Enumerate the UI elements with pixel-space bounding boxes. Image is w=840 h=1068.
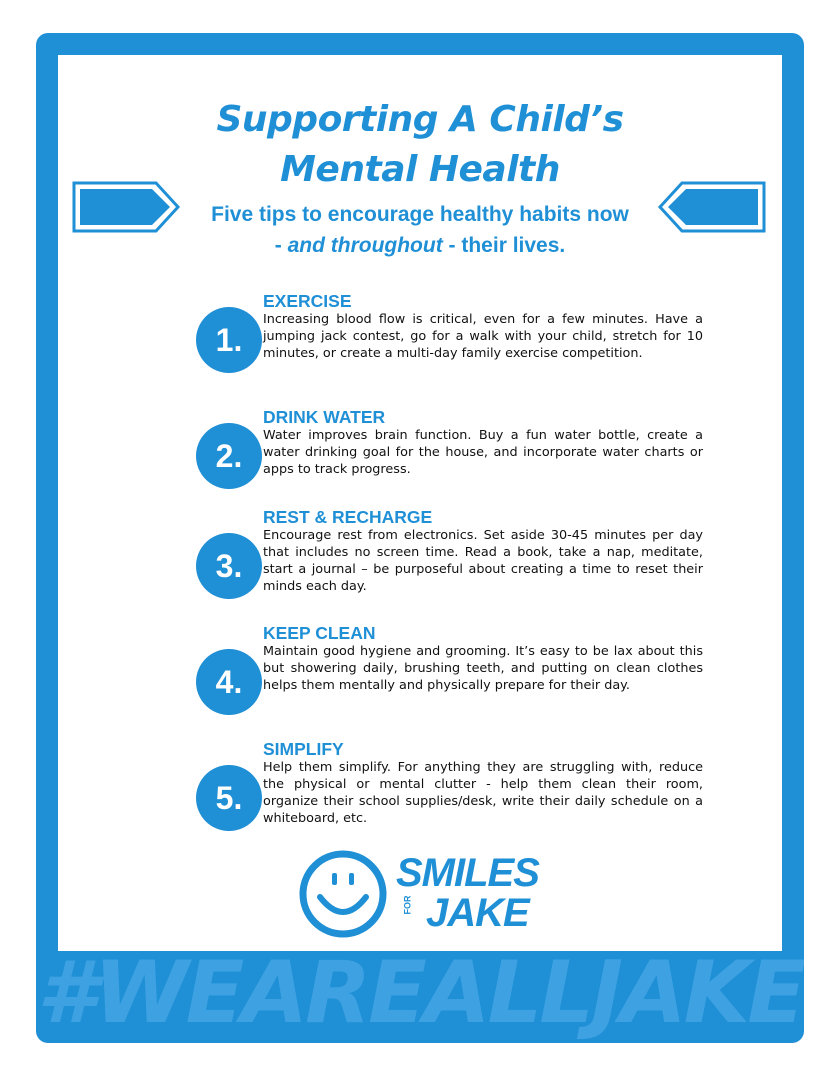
content-panel [58,55,782,951]
title-line-1: Supporting A Child’s [216,99,624,140]
title-line-2: Mental Health [280,149,560,190]
subtitle-part-2: - their lives. [442,234,566,257]
tip-heading: EXERCISE [263,291,352,311]
tip-heading: DRINK WATER [263,407,386,427]
logo-for: FOR [402,895,413,915]
tip-number-badge: 2. [196,423,262,489]
logo-wordmark [396,853,566,933]
tip-number-badge: 4. [196,649,262,715]
poster-frame [36,33,804,1043]
left-arrow-banner-icon [70,179,182,235]
tip-number-badge: 5. [196,765,262,831]
right-arrow-banner-icon [656,179,768,235]
tip-body: Help them simplify. For anything they are struggling with, reduce the physical or mental clutter - help them clean their room, organize their school supplies/desk, write their daily schedule on a whiteboard, etc. [263,760,703,826]
smiley-face-icon [298,849,388,939]
subtitle [208,199,632,261]
subtitle-part-1: Five tips to encourage healthy habits now - [211,203,629,257]
tip-body: Water improves brain function. Buy a fun water bottle, create a water drinking goal for the house, and incorporate water charts or apps to track progress. [263,428,703,477]
tip-number-badge: 1. [196,307,262,373]
tip-heading: KEEP CLEAN [263,623,376,643]
smiles-for-jake-logo [298,845,558,945]
tip-body: Increasing blood flow is critical, even for a few minutes. Have a jumping jack contest, go for a walk with your child, stretch for 10 minutes, or create a multi-day family exercise competition. [263,312,703,361]
tip-body: Maintain good hygiene and grooming. It’s easy to be lax about this but showering daily, brushing teeth, and putting on clean clothes helps them mentally and physically prepare for their day. [263,644,703,693]
tip-body: Encourage rest from electronics. Set aside 30-45 minutes per day that includes no screen time. Read a book, take a nap, meditate, start a journal – be purposeful about creating a time to reset their minds each day. [263,528,703,594]
subtitle-emphasis: and throughout [287,234,443,257]
tip-heading: REST & RECHARGE [263,507,433,527]
logo-line-2: JAKE [426,891,529,935]
tip-heading: SIMPLIFY [263,739,344,759]
logo-line-1: SMILES [396,851,539,895]
tip-number-badge: 3. [196,533,262,599]
hashtag-banner: #WEAREALLJAKE [36,943,804,1043]
